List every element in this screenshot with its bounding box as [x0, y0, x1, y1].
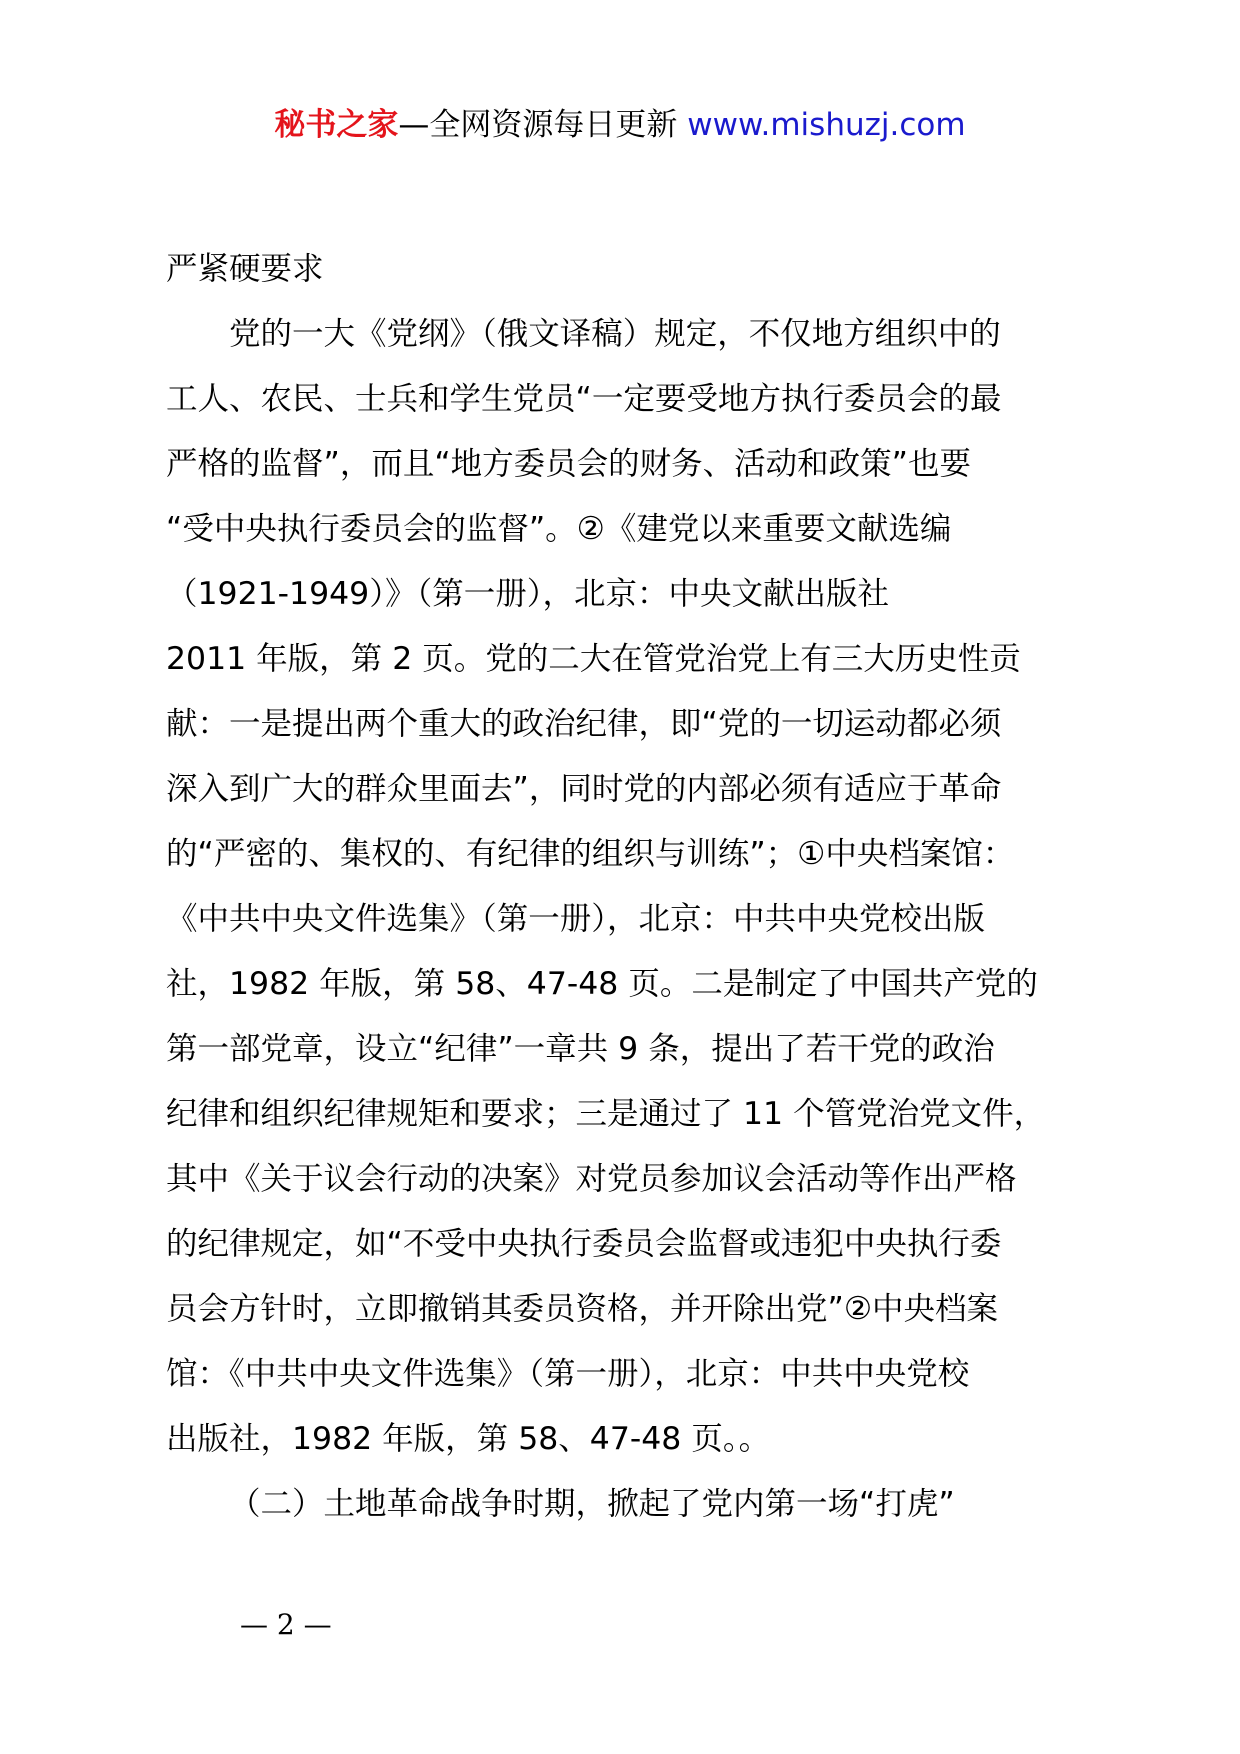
- body-line: 馆：《中共中央文件选集》（第一册），北京：中共中央党校: [166, 1356, 970, 1392]
- body-line: 严格的监督”，而且“地方委员会的财务、活动和政策”也要: [166, 446, 971, 482]
- body-line: 2011 年版，第 2 页。党的二大在管党治党上有三大历史性贡: [166, 641, 1021, 677]
- page-number: — 2 —: [240, 1608, 332, 1641]
- brand-name: 秘书之家: [274, 107, 399, 143]
- body-line: 《中共中央文件选集》（第一册），北京：中共中央党校出版: [166, 901, 986, 937]
- banner-url-link[interactable]: www.mishuzj.com: [687, 107, 966, 143]
- document-body: [166, 237, 1096, 1537]
- body-line: 工人、农民、士兵和学生党员“一定要受地方执行委员会的最: [166, 381, 1002, 417]
- body-line: 出版社，1982 年版，第 58、47-48 页。。: [166, 1421, 771, 1457]
- body-line: 严紧硬要求: [166, 251, 324, 287]
- banner-tagline: —全网资源每日更新: [398, 107, 678, 143]
- site-banner: [0, 103, 1240, 147]
- body-line: 其中《关于议会行动的决案》对党员参加议会活动等作出严格: [166, 1161, 1017, 1197]
- body-line: 社，1982 年版，第 58、47-48 页。二是制定了中国共产党的: [166, 966, 1038, 1002]
- body-line: 的纪律规定，如“不受中央执行委员会监督或违犯中央执行委: [166, 1226, 1002, 1262]
- body-line: 第一部党章，设立“纪律”一章共 9 条，提出了若干党的政治: [166, 1031, 995, 1067]
- body-line: 员会方针时，立即撤销其委员资格，并开除出党”②中央档案: [166, 1291, 999, 1327]
- body-line: 深入到广大的群众里面去”，同时党的内部必须有适应于革命: [166, 771, 1002, 807]
- body-line: “受中央执行委员会的监督”。②《建党以来重要文献选编: [166, 511, 952, 547]
- body-line: 纪律和组织纪律规矩和要求；三是通过了 11 个管党治党文件，: [166, 1096, 1046, 1132]
- body-line: （1921-1949）》（第一册），北京：中央文献出版社: [166, 576, 889, 612]
- body-line: 党的一大《党纲》（俄文译稿）规定，不仅地方组织中的: [229, 316, 1001, 352]
- body-line: 的“严密的、集权的、有纪律的组织与训练”；①中央档案馆：: [166, 836, 1015, 872]
- section-heading: （二）土地革命战争时期，掀起了党内第一场“打虎”: [229, 1486, 955, 1522]
- body-line: 献：一是提出两个重大的政治纪律，即“党的一切运动都必须: [166, 706, 1002, 742]
